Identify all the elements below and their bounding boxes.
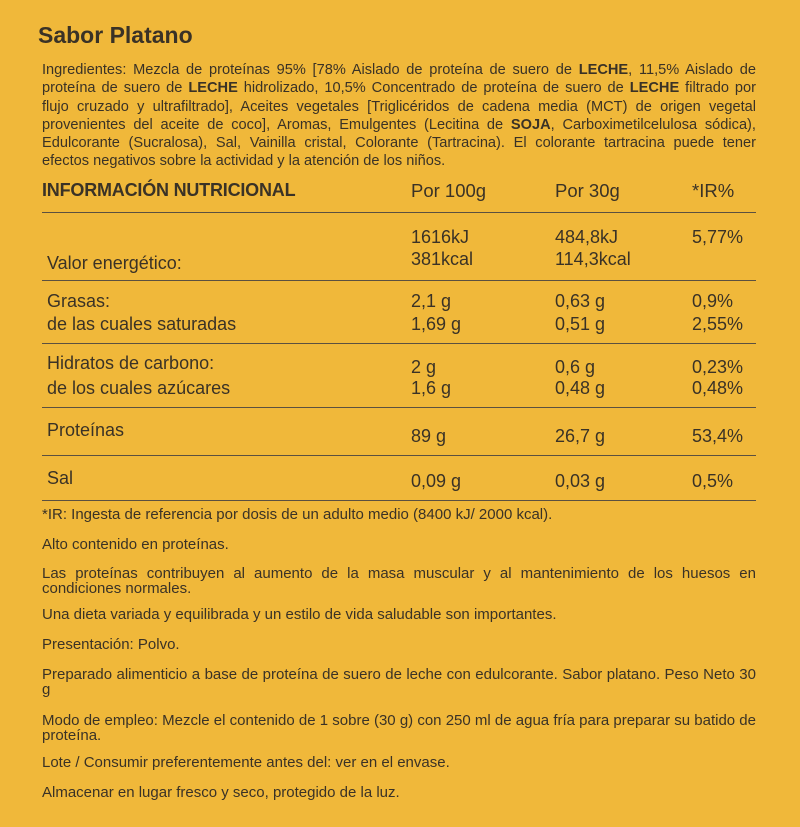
ingredients-text <box>42 61 756 171</box>
sugars-label: de los cuales azúcares <box>47 378 231 398</box>
energy-kcal-100g: 381kcal <box>411 249 474 269</box>
table-divider <box>42 455 756 456</box>
saturated-fat-ir: 2,55% <box>692 314 744 334</box>
energy-ir: 5,77% <box>692 227 744 247</box>
product-description: Preparado alimenticio a base de proteína de suero de leche con edulcorante. Sabor platano. Peso Neto 30 g <box>42 666 756 698</box>
protein-100g: 89 g <box>411 426 447 446</box>
table-divider <box>42 212 756 213</box>
product-title: Sabor Platano <box>38 22 193 48</box>
sugars-100g: 1,6 g <box>411 378 452 398</box>
presentation-text: Presentación: Polvo. <box>42 636 180 653</box>
fat-30g: 0,63 g <box>555 291 606 311</box>
nutrition-heading: INFORMACIÓN NUTRICIONAL <box>42 180 296 200</box>
carbs-label: Hidratos de carbono: <box>47 353 215 373</box>
column-header-30g: Por 30g <box>555 180 620 201</box>
salt-ir: 0,5% <box>692 471 734 491</box>
table-divider <box>42 500 756 501</box>
fat-label: Grasas: <box>47 291 111 311</box>
protein-ir: 53,4% <box>692 426 744 446</box>
energy-label: Valor energético: <box>47 253 182 273</box>
table-divider <box>42 343 756 344</box>
health-claim: Las proteínas contribuyen al aumento de la masa muscular y al mantenimiento de los huesos en condiciones normales. <box>42 565 756 597</box>
energy-kj-30g: 484,8kJ <box>555 227 619 247</box>
table-divider <box>42 280 756 281</box>
saturated-fat-100g: 1,69 g <box>411 314 462 334</box>
ingredients-part: hidrolizado, 10,5% Concentrado de proteína de suero de <box>237 80 630 97</box>
allergen-milk: LECHE <box>578 62 629 78</box>
ingredients-part: , 11,5% Aislado de proteína de suero de <box>42 62 756 97</box>
ir-footnote: *IR: Ingesta de referencia por dosis de un adulto medio (8400 kJ/ 2000 kcal). <box>42 506 553 523</box>
allergen-milk: LECHE <box>188 80 238 97</box>
usage-instructions: Modo de empleo: Mezcle el contenido de 1 sobre (30 g) con 250 ml de agua fría para preparar su batido de proteína. <box>42 712 756 744</box>
allergen-milk: LECHE <box>629 80 680 97</box>
storage-instructions: Almacenar en lugar fresco y seco, protegido de la luz. <box>42 784 400 801</box>
ingredients-part: , Carboximetilcelulosa sódica), Edulcorante (Sucralosa), Sal, Vainilla cristal, Colorante (Tartracina). El colorante tartracina puede tener efectos negativos sobre la actividad y la atención de los niños. <box>42 116 756 170</box>
table-divider <box>42 407 756 408</box>
salt-100g: 0,09 g <box>411 471 462 491</box>
carbs-100g: 2 g <box>411 357 437 377</box>
energy-kcal-30g: 114,3kcal <box>555 249 631 269</box>
protein-30g: 26,7 g <box>555 426 606 446</box>
protein-label: Proteínas <box>47 420 125 440</box>
ingredients-part: filtrado por flujo cruzado y ultrafiltrado], Aceites vegetales [Triglicéridos de cadena media (MCT) de origen vegetal provenientes del aceite de coco], Aromas, Emulgentes (Lecitina de <box>42 80 757 133</box>
allergen-soy: SOJA <box>510 116 551 133</box>
energy-kj-100g: 1616kJ <box>411 227 470 247</box>
column-header-100g: Por 100g <box>411 180 487 201</box>
lot-best-before: Lote / Consumir preferentemente antes del: ver en el envase. <box>42 754 450 771</box>
sugars-30g: 0,48 g <box>555 378 606 398</box>
saturated-fat-30g: 0,51 g <box>555 314 606 334</box>
fat-ir: 0,9% <box>692 291 734 311</box>
high-protein-claim: Alto contenido en proteínas. <box>42 536 229 553</box>
column-header-ir: *IR% <box>692 180 735 201</box>
fat-100g: 2,1 g <box>411 291 452 311</box>
salt-30g: 0,03 g <box>555 471 606 491</box>
carbs-30g: 0,6 g <box>555 357 596 377</box>
diet-statement: Una dieta variada y equilibrada y un estilo de vida saludable son importantes. <box>42 606 557 623</box>
salt-label: Sal <box>47 468 74 488</box>
ingredients-part: Ingredientes: Mezcla de proteínas 95% [78% Aislado de proteína de suero de <box>42 62 579 78</box>
sugars-ir: 0,48% <box>692 378 744 398</box>
saturated-fat-label: de las cuales saturadas <box>47 314 237 334</box>
carbs-ir: 0,23% <box>692 357 744 377</box>
